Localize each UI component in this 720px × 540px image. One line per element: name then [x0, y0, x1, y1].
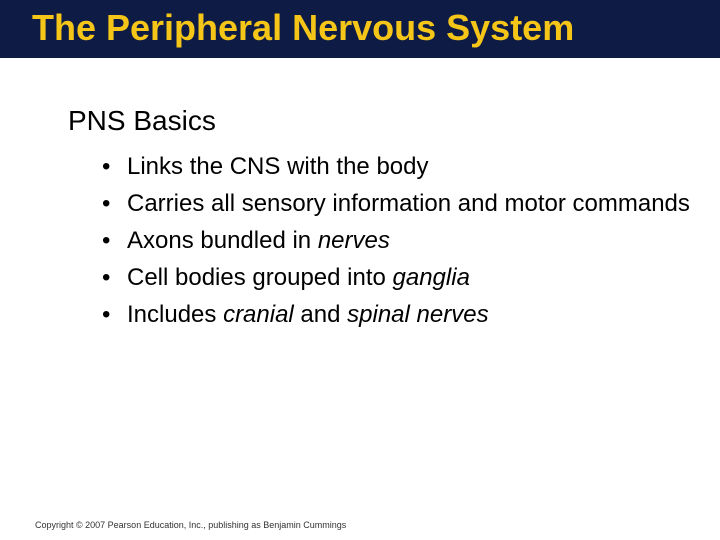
- bullet-item: [98, 259, 698, 296]
- bullet-term-ganglia: ganglia: [392, 264, 470, 291]
- bullet-text: Cell bodies grouped into: [127, 264, 393, 291]
- bullet-item: [98, 296, 698, 333]
- slide-title: The Peripheral Nervous System: [32, 7, 575, 48]
- section-heading: PNS Basics: [68, 105, 216, 136]
- bullet-text-and: and: [293, 301, 348, 328]
- bullet-item: [98, 222, 698, 259]
- bullet-text: Links the CNS with the body: [127, 153, 429, 180]
- bullet-term-nerves: nerves: [317, 227, 390, 254]
- bullet-item: [98, 148, 698, 185]
- bullet-text: Carries all sensory information and motor commands: [127, 190, 690, 217]
- copyright-notice: Copyright © 2007 Pearson Education, Inc., publishing as Benjamin Cummings: [35, 520, 347, 530]
- bullet-term-spinal-nerves: spinal nerves: [347, 301, 489, 328]
- title-bar: [0, 0, 720, 58]
- bullet-text: Includes: [127, 301, 224, 328]
- bullet-text: Axons bundled in: [127, 227, 318, 254]
- bullet-item: [98, 185, 698, 222]
- bullet-list: [98, 148, 698, 333]
- bullet-term-cranial: cranial: [223, 301, 294, 328]
